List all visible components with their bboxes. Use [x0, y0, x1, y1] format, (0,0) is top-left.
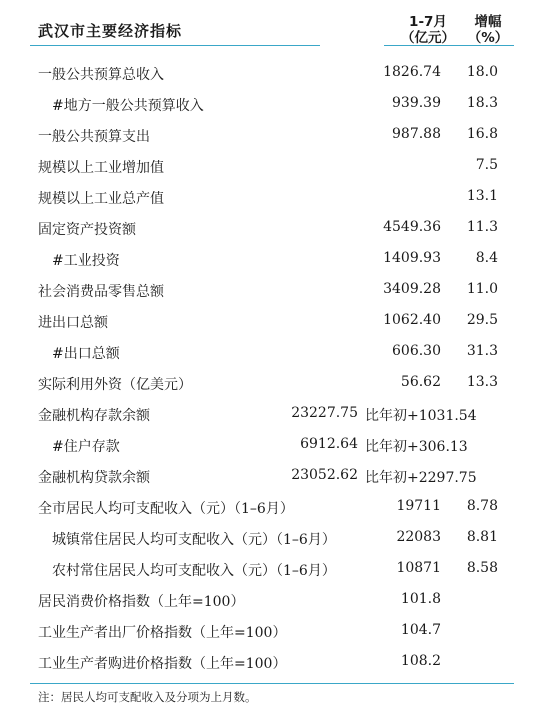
row-value: 23227.75 [291, 405, 358, 421]
row-compare: 比年初+2297.75 [365, 470, 477, 486]
column-header-period: 1-7月 [409, 14, 447, 30]
table-row [0, 306, 554, 336]
row-value: 4549.36 [383, 219, 441, 235]
row-growth: 13.1 [466, 188, 498, 204]
row-growth: 31.3 [466, 343, 498, 359]
row-label: #工业投资 [52, 253, 120, 269]
row-growth: 18.0 [466, 64, 498, 80]
row-label: 社会消费品零售总额 [38, 284, 164, 300]
row-label: 一般公共预算支出 [38, 129, 150, 145]
column-header-unit: （亿元） [401, 30, 455, 46]
row-growth: 18.3 [466, 95, 498, 111]
column-header-growth-label: 增幅 [474, 14, 502, 30]
table-row [0, 213, 554, 243]
row-growth: 8.58 [466, 560, 498, 576]
row-label: #住户存款 [52, 439, 120, 455]
table-row [0, 275, 554, 305]
income-row [0, 523, 554, 553]
row-label: 金融机构贷款余额 [38, 470, 150, 486]
row-growth: 11.3 [466, 219, 498, 235]
table-row [0, 337, 554, 367]
row-value: 104.7 [400, 622, 441, 638]
row-label: 工业生产者出厂价格指数（上年=100） [38, 625, 287, 641]
row-label: 实际利用外资（亿美元） [38, 377, 192, 393]
table-row [0, 368, 554, 398]
row-label: 进出口总额 [38, 315, 108, 331]
income-row [0, 554, 554, 584]
row-label: 规模以上工业总产值 [38, 191, 164, 207]
table-row [0, 120, 554, 150]
row-value: 108.2 [400, 653, 441, 669]
table-row [0, 89, 554, 119]
row-value: 987.88 [392, 126, 441, 142]
index-row [0, 647, 554, 677]
row-label: 全市居民人均可支配收入（元）（1–6月） [38, 501, 294, 517]
finance-row [0, 430, 554, 460]
header-rule-left [30, 45, 320, 46]
row-label: 工业生产者购进价格指数（上年=100） [38, 656, 287, 672]
row-value: 939.39 [392, 95, 441, 111]
row-value: 56.62 [400, 374, 441, 390]
row-growth: 16.8 [466, 126, 498, 142]
table-row [0, 151, 554, 181]
table-row [0, 58, 554, 88]
footnote: 注：居民人均可支配收入及分项为上月数。 [38, 690, 257, 704]
row-label: 城镇常住居民人均可支配收入（元）（1–6月） [52, 532, 336, 548]
row-value: 6912.64 [300, 436, 358, 452]
index-row [0, 585, 554, 615]
row-value: 22083 [396, 529, 441, 545]
row-value: 19711 [396, 498, 441, 514]
row-label: 固定资产投资额 [38, 222, 136, 238]
row-label: 金融机构存款余额 [38, 408, 150, 424]
row-value: 1826.74 [383, 64, 441, 80]
row-growth: 29.5 [466, 312, 498, 328]
footer-rule [30, 683, 514, 684]
row-label: 居民消费价格指数（上年=100） [38, 594, 245, 610]
row-value: 1062.40 [383, 312, 441, 328]
table-title: 武汉市主要经济指标 [38, 22, 183, 40]
row-growth: 8.81 [466, 529, 498, 545]
finance-row [0, 399, 554, 429]
row-value: 101.8 [400, 591, 441, 607]
table-row [0, 182, 554, 212]
column-header-value [388, 14, 468, 46]
row-value: 606.30 [392, 343, 441, 359]
index-row [0, 616, 554, 646]
finance-row [0, 461, 554, 491]
row-label: #地方一般公共预算收入 [52, 98, 204, 114]
table-row [0, 244, 554, 274]
row-value: 3409.28 [383, 281, 441, 297]
row-label: 规模以上工业增加值 [38, 160, 164, 176]
header-rule-right [384, 45, 514, 46]
column-header-growth-unit: （%） [467, 30, 509, 46]
row-compare: 比年初+1031.54 [365, 408, 477, 424]
row-growth: 8.78 [466, 498, 498, 514]
row-growth: 8.4 [475, 250, 498, 266]
row-label: #出口总额 [52, 346, 120, 362]
row-growth: 7.5 [475, 157, 498, 173]
row-compare: 比年初+306.13 [365, 439, 468, 455]
row-growth: 11.0 [466, 281, 498, 297]
row-value: 23052.62 [291, 467, 358, 483]
row-value: 1409.93 [383, 250, 441, 266]
row-value: 10871 [396, 560, 441, 576]
income-row [0, 492, 554, 522]
row-label: 农村常住居民人均可支配收入（元）（1–6月） [52, 563, 336, 579]
row-label: 一般公共预算总收入 [38, 67, 164, 83]
row-growth: 13.3 [466, 374, 498, 390]
column-header-growth [466, 14, 510, 46]
